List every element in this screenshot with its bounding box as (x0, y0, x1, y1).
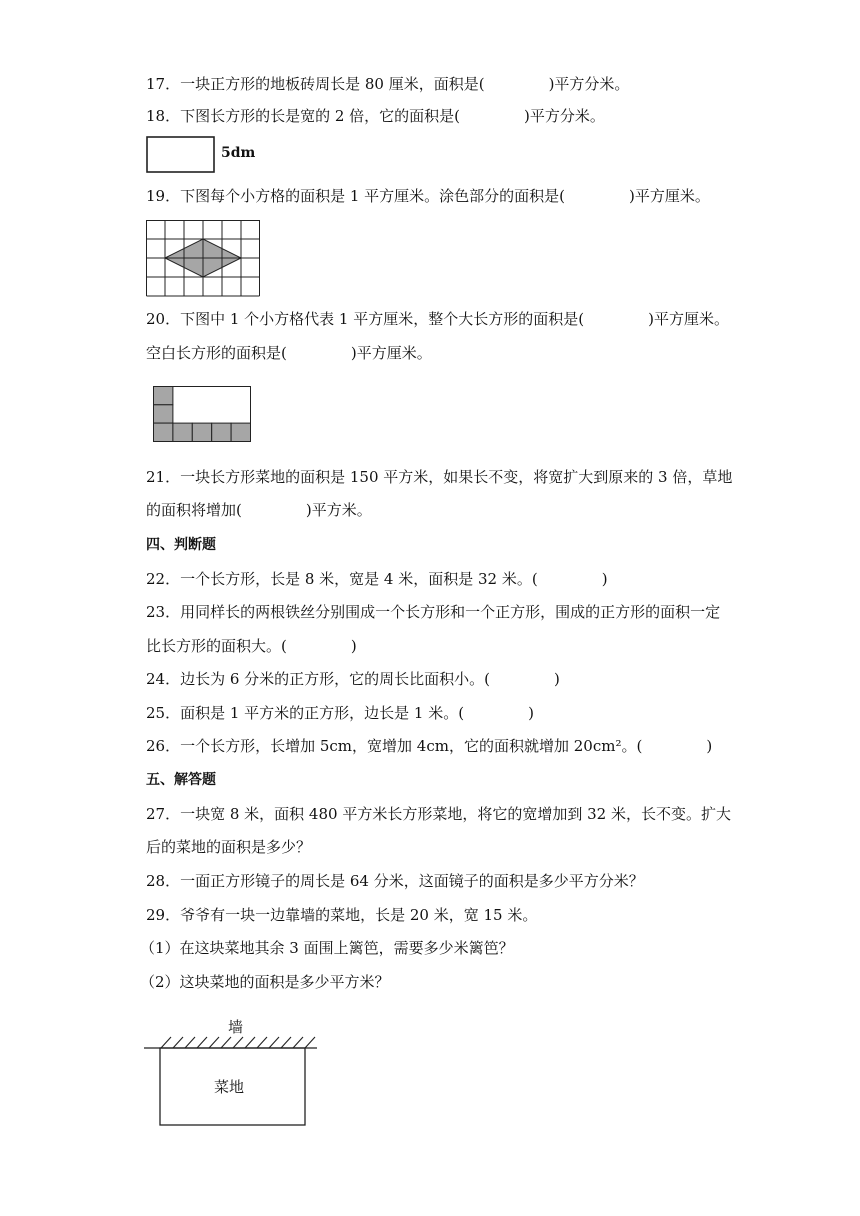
question-20-line2 (146, 343, 432, 363)
q19-grid-figure (146, 220, 260, 297)
question-21-line1 (146, 467, 732, 487)
question-21-text-2: 的面积将增加( (146, 501, 242, 519)
question-29-sub2-text: （2）这块菜地的面积是多少平方米？ (140, 973, 390, 991)
question-25-text: 25．面积是 1 平方米的正方形，边长是 1 米。( (146, 704, 465, 722)
section-heading-solutions: 五、解答题 (146, 772, 216, 788)
question-29-sub2 (140, 972, 390, 992)
question-27-text-2: 后的菜地的面积是多少？ (146, 838, 312, 856)
question-27-text: 27．一块宽 8 米，面积 480 平方米长方形菜地，将它的宽增加到 32 米，长不变。扩大 (146, 805, 731, 823)
question-26 (146, 736, 712, 756)
question-23-text-2: 比长方形的面积大。( (146, 637, 287, 655)
question-28-text: 28．一面正方形镜子的周长是 64 分米，这面镜子的面积是多少平方分米？ (146, 872, 644, 890)
question-19 (146, 186, 710, 206)
question-20-text-2: 空白长方形的面积是( (146, 344, 287, 362)
wall-label: 墙 (228, 1018, 244, 1036)
question-22-suffix: ) (601, 570, 608, 588)
question-26-text: 26．一个长方形，长增加 5cm，宽增加 4cm，它的面积就增加 20cm²。( (146, 737, 643, 755)
question-25 (146, 703, 534, 723)
section-heading-judgement: 四、判断题 (146, 537, 216, 553)
field-label: 菜地 (214, 1078, 245, 1096)
question-18 (146, 106, 605, 126)
question-19-suffix: )平方厘米。 (629, 187, 710, 205)
q18-rectangle-figure (146, 136, 216, 174)
question-29-sub1-text: （1）在这块菜地其余 3 面围上篱笆，需要多少米篱笆？ (140, 939, 514, 957)
question-23-line2 (146, 636, 357, 656)
question-21-line2 (146, 500, 372, 520)
question-25-suffix: ) (528, 704, 534, 722)
question-23-line1 (146, 602, 720, 622)
question-17-text: 17．一块正方形的地板砖周长是 80 厘米，面积是( (146, 75, 485, 93)
question-27-line2 (146, 837, 311, 857)
question-29 (146, 905, 537, 925)
question-29-sub1 (140, 938, 514, 958)
q18-dimension-label: 5dm (221, 145, 256, 161)
question-18-text: 18．下图长方形的长是宽的 2 倍，它的面积是( (146, 107, 461, 125)
question-24-suffix: ) (554, 670, 560, 688)
question-23-text: 23．用同样长的两根铁丝分别围成一个长方形和一个正方形，围成的正方形的面积一定 (146, 603, 721, 621)
question-23-suffix: ) (350, 637, 357, 655)
question-22 (146, 569, 608, 589)
question-20-line1 (146, 309, 729, 329)
question-21-suffix: )平方米。 (305, 501, 372, 519)
question-18-suffix: )平方分米。 (524, 107, 605, 125)
question-24-text: 24．边长为 6 分米的正方形，它的周长比面积小。( (146, 670, 491, 688)
question-28 (146, 871, 644, 891)
question-20-suffix: )平方厘米。 (648, 310, 729, 328)
question-20-text: 20．下图中 1 个小方格代表 1 平方厘米，整个大长方形的面积是( (146, 310, 585, 328)
question-22-text: 22．一个长方形，长是 8 米，宽是 4 米，面积是 32 米。( (146, 570, 538, 588)
question-27-line1 (146, 804, 731, 824)
question-19-text: 19．下图每个小方格的面积是 1 平方厘米。涂色部分的面积是( (146, 187, 566, 205)
question-21-text: 21．一块长方形菜地的面积是 150 平方米，如果长不变，将宽扩大到原来的 3 倍，草地 (146, 468, 733, 486)
question-24 (146, 669, 560, 689)
question-17-suffix: )平方分米。 (548, 75, 630, 93)
question-20-suffix-2: )平方厘米。 (350, 344, 432, 362)
q20-rectangle-figure (153, 386, 252, 443)
wall-hatching (161, 1037, 315, 1048)
question-26-suffix: ) (706, 737, 713, 755)
question-17 (146, 74, 629, 94)
question-29-text: 29．爷爷有一块一边靠墙的菜地，长是 20 米，宽 15 米。 (146, 906, 538, 924)
